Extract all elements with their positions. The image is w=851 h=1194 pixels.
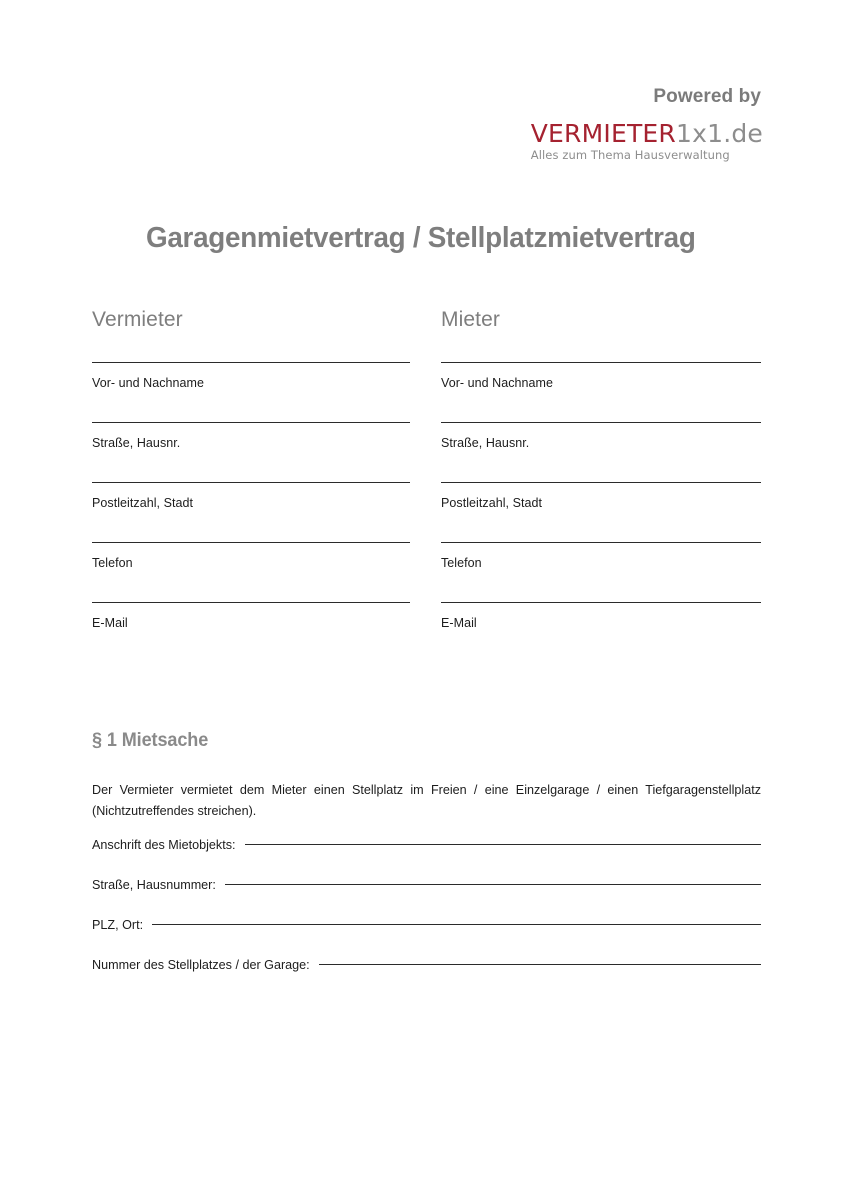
section-1-heading: § 1 Mietsache — [92, 730, 209, 751]
form-field-row[interactable] — [92, 482, 410, 542]
write-in-rule[interactable] — [245, 844, 762, 845]
write-in-rule[interactable] — [92, 542, 410, 543]
section-1-body-text: Der Vermieter vermietet dem Mieter einen Stellplatz im Freien / eine Einzelgarage / einen Tiefgaragenstellplatz (Nichtzutreffendes streichen). — [92, 783, 761, 818]
field-label: E-Mail — [441, 616, 477, 630]
write-in-rule[interactable] — [441, 542, 761, 543]
form-field-row[interactable] — [92, 918, 761, 958]
powered-by-label: Powered by — [653, 86, 761, 107]
write-in-rule[interactable] — [441, 422, 761, 423]
tenant-heading: Mieter — [441, 308, 500, 331]
section-1-field-group — [92, 838, 761, 998]
logo-tagline: Alles zum Thema Hausverwaltung — [530, 148, 730, 162]
write-in-rule[interactable] — [441, 602, 761, 603]
field-label: Anschrift des Mietobjekts: — [92, 838, 236, 852]
form-field-row[interactable] — [92, 362, 410, 422]
vermieter1x1-logo[interactable] — [531, 120, 763, 162]
write-in-rule[interactable] — [441, 362, 761, 363]
form-field-row[interactable] — [441, 602, 761, 662]
form-field-row[interactable] — [92, 422, 410, 482]
form-field-row[interactable] — [92, 958, 761, 998]
form-field-row[interactable] — [441, 362, 761, 422]
field-label: Telefon — [92, 556, 133, 570]
tenant-field-group — [441, 362, 761, 662]
field-label: Straße, Hausnummer: — [92, 878, 216, 892]
form-field-row[interactable] — [92, 542, 410, 602]
form-field-row[interactable] — [441, 422, 761, 482]
form-field-row[interactable] — [92, 878, 761, 918]
form-field-row[interactable] — [92, 838, 761, 878]
write-in-rule[interactable] — [92, 422, 410, 423]
logo-wordmark — [531, 120, 763, 147]
landlord-field-group — [92, 362, 410, 662]
field-label: Straße, Hausnr. — [441, 436, 530, 450]
write-in-rule[interactable] — [92, 602, 410, 603]
field-label: Nummer des Stellplatzes / der Garage: — [92, 958, 310, 972]
write-in-rule[interactable] — [92, 482, 410, 483]
landlord-heading: Vermieter — [92, 308, 183, 331]
field-label: Postleitzahl, Stadt — [441, 496, 543, 510]
field-label: Straße, Hausnr. — [92, 436, 181, 450]
logo-brand-secondary: 1x1.de — [675, 119, 763, 148]
field-label: E-Mail — [92, 616, 128, 630]
field-label: Telefon — [441, 556, 482, 570]
form-field-row[interactable] — [92, 602, 410, 662]
write-in-rule[interactable] — [319, 964, 761, 965]
form-field-row[interactable] — [441, 542, 761, 602]
field-label: PLZ, Ort: — [92, 918, 144, 932]
write-in-rule[interactable] — [441, 482, 761, 483]
field-label: Vor- und Nachname — [92, 376, 205, 390]
page-title: Garagenmietvertrag / Stellplatzmietvertrag — [146, 222, 696, 254]
write-in-rule[interactable] — [92, 362, 410, 363]
field-label: Vor- und Nachname — [441, 376, 554, 390]
write-in-rule[interactable] — [225, 884, 761, 885]
field-label: Postleitzahl, Stadt — [92, 496, 194, 510]
write-in-rule[interactable] — [152, 924, 761, 925]
logo-brand-primary: VERMIETER — [530, 119, 676, 148]
form-field-row[interactable] — [441, 482, 761, 542]
